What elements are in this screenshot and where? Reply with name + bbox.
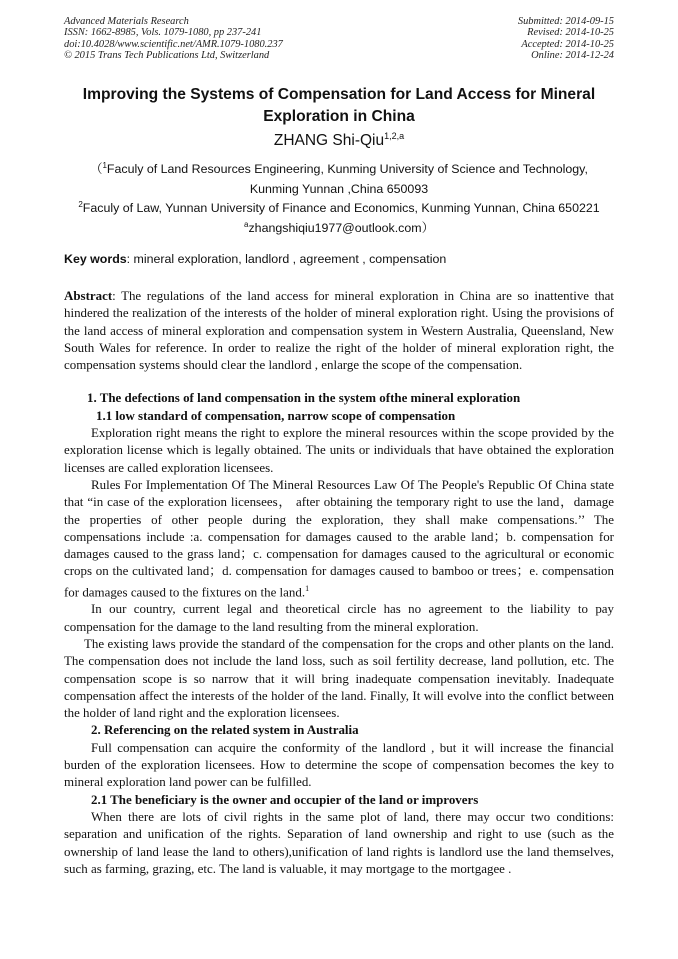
keywords-text: : mineral exploration, landlord , agreement , compensation — [126, 252, 447, 266]
author-affil-sup: 1,2,a — [384, 130, 405, 141]
paragraph — [64, 476, 614, 600]
paper-body — [64, 287, 614, 877]
paragraph: The existing laws provide the standard of the compensation for the crops and other plants on the land. The compensation does not include the land loss, such as soil fertility decrease, land pollution, etc. The compensation scope is so narrow that it will bring inadequate compensation inevitably. Inadequate compensation affect the interests of the holder of the land. Finally, It will evolve into the conflict between the holder of land right and the exploration licensees. — [64, 635, 614, 721]
close-paren: ） — [421, 220, 434, 235]
keywords — [64, 252, 614, 266]
abstract-label: Abstract — [64, 288, 113, 303]
section-1-1-heading: 1.1 low standard of compensation, narrow scope of compensation — [96, 407, 456, 423]
author-name: ZHANG Shi-Qiu — [273, 132, 385, 149]
journal-name: Advanced Materials Research — [64, 16, 189, 27]
email-sup: a — [244, 219, 249, 229]
date-online: Online: 2014-12-24 — [531, 50, 614, 62]
email-address: zhangshiqiu1977@outlook.com — [248, 220, 422, 235]
journal-copyright: © 2015 Trans Tech Publications Ltd, Switzerland — [64, 50, 270, 62]
abstract — [64, 287, 614, 373]
journal-doi: doi:10.4028/www.scientific.net/AMR.1079-1080.237 — [64, 38, 283, 50]
section-2-1-heading: 2.1 The beneficiary is the owner and occupier of the land or improvers — [91, 791, 479, 807]
date-accepted: Accepted: 2014-10-25 — [521, 38, 614, 50]
author — [0, 132, 678, 150]
author-email — [64, 219, 614, 239]
affil-2-sup: 2 — [78, 199, 83, 209]
section-1-heading: 1. The defections of land compensation in the system ofthe mineral exploration — [87, 390, 521, 406]
affiliation-2 — [64, 199, 614, 219]
submission-dates — [518, 16, 614, 62]
paper-title: Improving the Systems of Compensation for Land Access for Mineral Exploration in China — [82, 86, 596, 125]
footnote-marker: 1 — [305, 583, 310, 593]
paragraph: In our country, current legal and theoretical circle has no agreement to the liability to pay compensation for the damage to the land resulting from the mineral exploration. — [64, 601, 614, 634]
affil-1-sup: 1 — [102, 160, 107, 170]
date-submitted: Submitted: 2014-09-15 — [517, 16, 614, 27]
affil-1-text: Faculy of Land Resources Engineering, Kunming University of Science and Technology, — [106, 162, 588, 176]
section-2-heading: 2. Referencing on the related system in Australia — [91, 722, 359, 738]
paragraph-text: Rules For Implementation Of The Mineral Resources Law Of The People's Republic Of China state that “in case of the exploration licensees， after obtaining the temporary right to use the land，damage the properties of other people during the exploration, they shall make compensations.’’ The compensations include :a. compensation for damages caused to the arable land；b. compensation for damages caused to the grass land；c. compensation for damages caused to the agricultural or economic crops on the cultivated land；d. compensation for damages caused to bamboo or trees；e. compensation for damages caused to the fixtures on the land. — [64, 476, 614, 600]
affiliation-1 — [64, 160, 614, 180]
journal-info — [64, 16, 283, 62]
paragraph: Full compensation can acquire the conformity of the landlord , but it will increase the financial burden of the exploration licensees. How to determine the scope of compensation becomes the key to mineral exploration land power can be fulfilled. — [64, 739, 614, 790]
affiliations — [64, 160, 614, 238]
date-revised: Revised: 2014-10-25 — [527, 27, 614, 39]
affiliation-1-line2: Kunming Yunnan ,China 650093 — [249, 181, 429, 196]
keywords-label: Key words — [64, 252, 127, 266]
open-paren: （ — [90, 162, 103, 176]
journal-issn: ISSN: 1662-8985, Vols. 1079-1080, pp 237-241 — [64, 27, 262, 39]
abstract-text: : The regulations of the land access for mineral exploration in China are so inattentive that hindered the realization of the interests of the holder of mineral exploration right. Using the provisions of the land access of mineral exploration and compensation system in Western Australia, Queensland, New South Wales for reference. In order to realize the right of the holder of mineral exploration right, the compensation systems should clear the landlord , enlarge the scope of the compensation. — [64, 288, 614, 373]
affil-2-text: Faculy of Law, Yunnan University of Finance and Economics, Kunming Yunnan, China 650221 — [82, 201, 600, 215]
paragraph: Exploration right means the right to explore the mineral resources within the scope provided by the exploration license which is legally obtained. The units or individuals that have obtained the exploration licenses are called exploration licensees. — [64, 425, 614, 475]
paragraph: When there are lots of civil rights in the same plot of land, there may occur two conditions: separation and unification of the rights. Separation of land ownership and right to use (such as the ownership of land lease the land to others),unification of land rights is landlord use the land themselves, such as farming, grazing, etc. The land is valuable, it may mortgage to the mortgagee . — [64, 808, 614, 876]
